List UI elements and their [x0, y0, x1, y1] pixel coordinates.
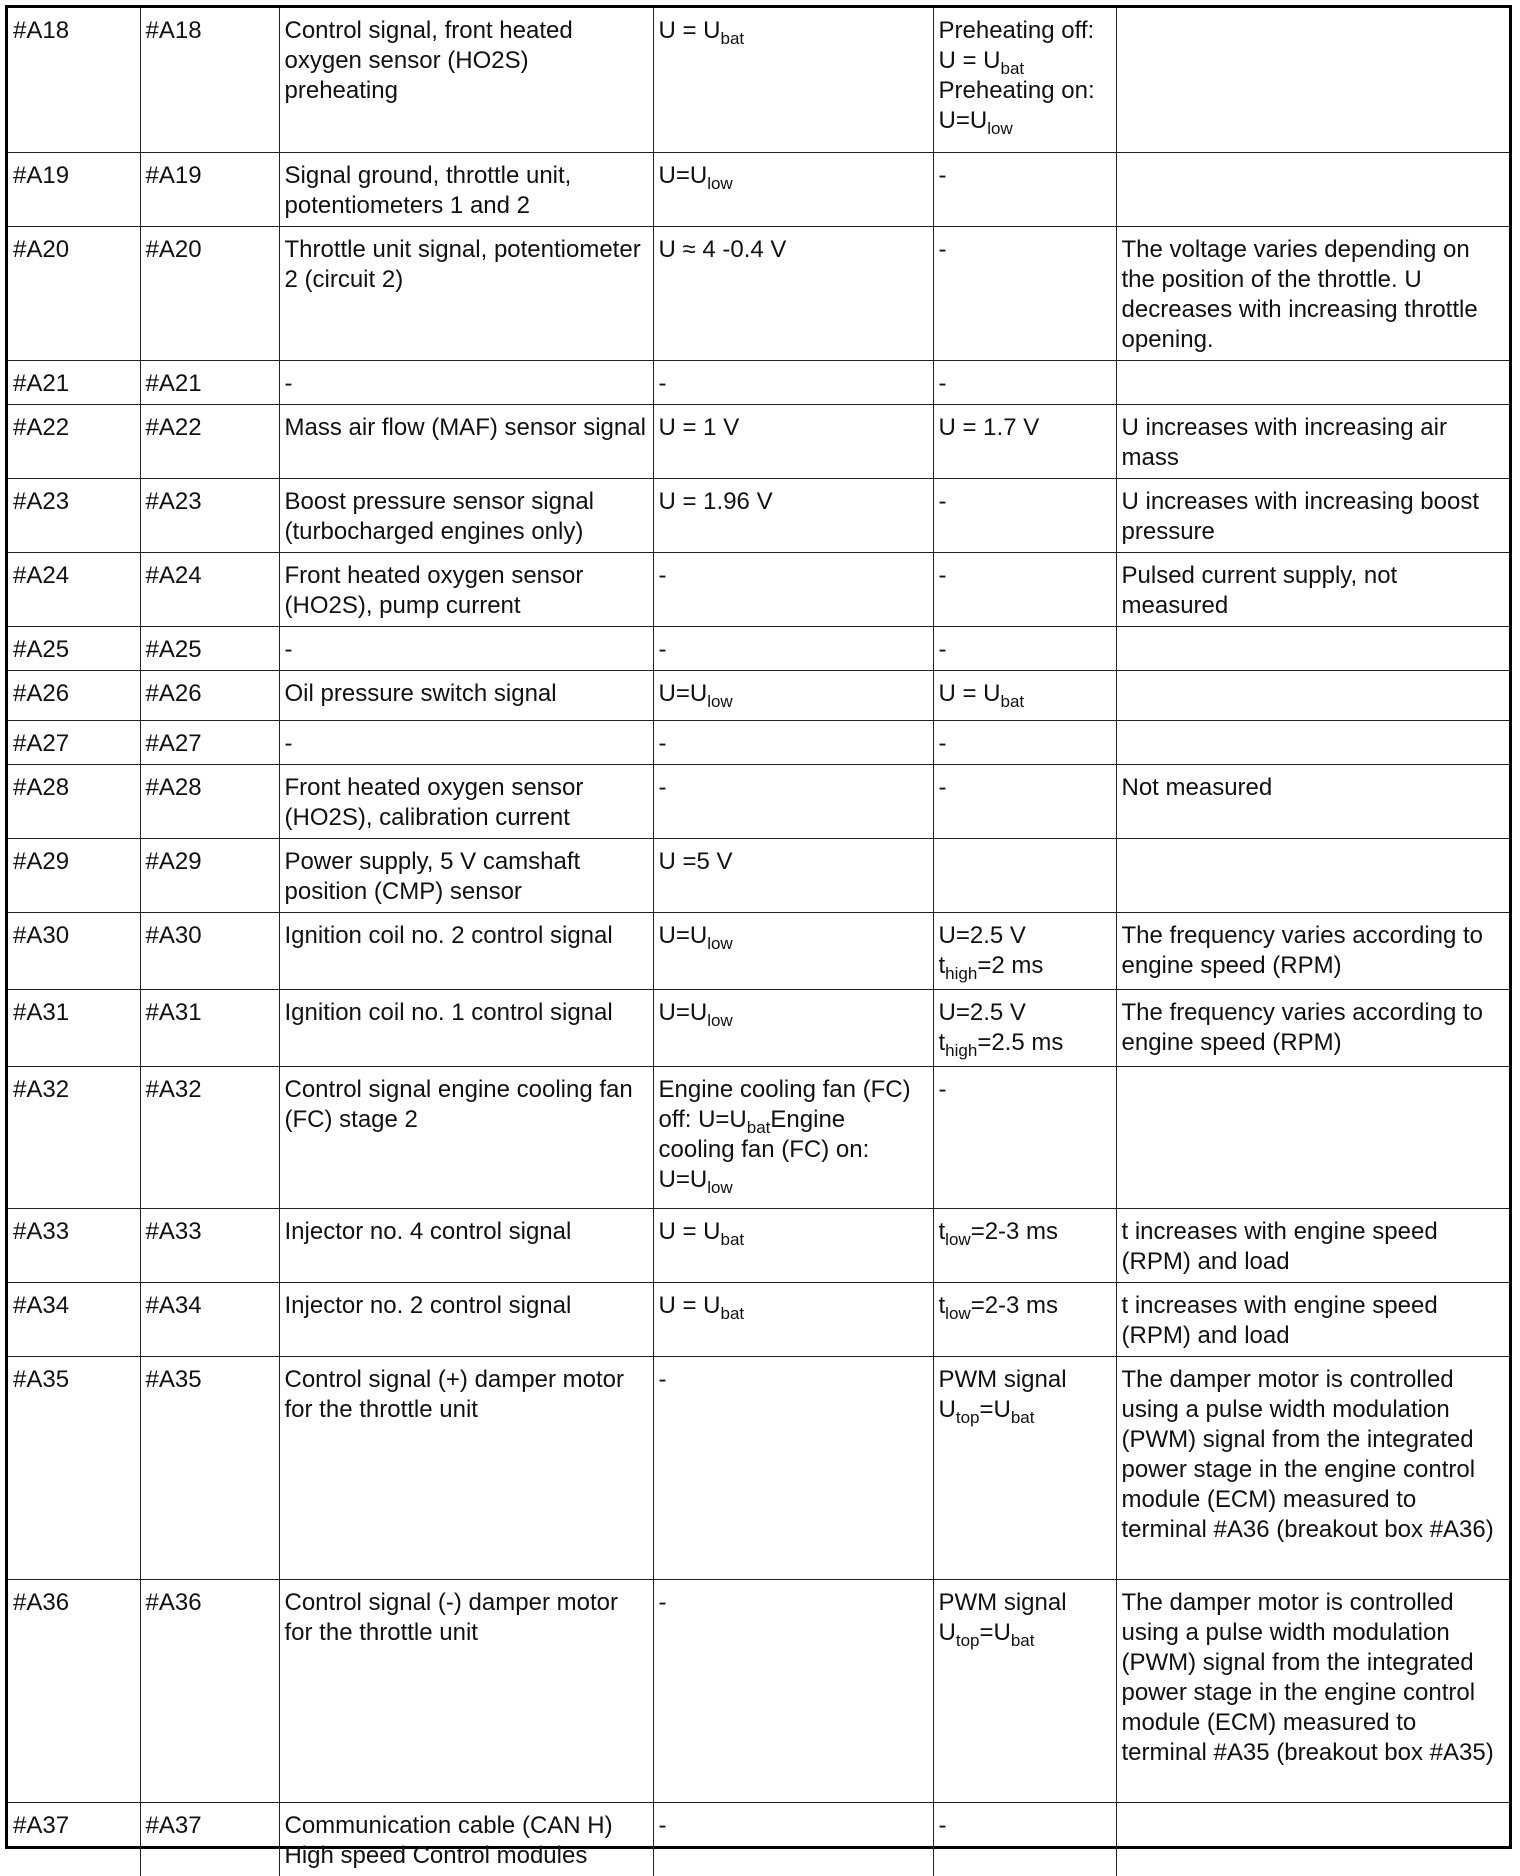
pin-breakout-box: #A36: [140, 1579, 279, 1802]
table-row: [8, 404, 1509, 478]
value-text: U=U: [658, 921, 708, 949]
table-row: [8, 1356, 1509, 1579]
value-text: PWM signal: [938, 1588, 1067, 1616]
pin-ecm: #A23: [8, 478, 140, 552]
remarks: [1116, 670, 1509, 720]
subscript: low: [707, 173, 733, 193]
signal-description: Ignition coil no. 1 control signal: [279, 989, 653, 1066]
value-text: t: [938, 951, 946, 979]
value-condition-2: [933, 720, 1116, 764]
value-condition-2: [933, 1282, 1116, 1356]
value-text: =2-3 ms: [970, 1291, 1059, 1319]
value-text: Engine cooling fan (FC) off: U=U: [658, 1075, 911, 1133]
signal-description: Ignition coil no. 2 control signal: [279, 912, 653, 989]
value-text: Preheating on: U=U: [938, 77, 1095, 134]
pin-breakout-box: #A18: [140, 8, 279, 152]
pin-breakout-box: #A28: [140, 764, 279, 838]
signal-description: Control signal, front heated oxygen sensor (HO2S) preheating: [279, 8, 653, 152]
value-condition-1: [653, 478, 933, 552]
remarks: [1116, 152, 1509, 226]
subscript: top: [955, 1407, 980, 1427]
remarks: t increases with engine speed (RPM) and load: [1116, 1282, 1509, 1356]
value-text: U = U: [658, 17, 721, 44]
value-text: -: [938, 729, 947, 757]
pin-ecm: #A31: [8, 989, 140, 1066]
value-text: -: [938, 369, 947, 397]
subscript: top: [955, 1630, 980, 1650]
pin-ecm: #A18: [8, 8, 140, 152]
pin-ecm: #A37: [8, 1802, 140, 1876]
value-condition-1: [653, 912, 933, 989]
pin-breakout-box: #A21: [140, 360, 279, 404]
pin-breakout-box: #A34: [140, 1282, 279, 1356]
value-condition-1: [653, 152, 933, 226]
value-condition-1: [653, 1208, 933, 1282]
pin-breakout-box: #A20: [140, 226, 279, 360]
value-condition-1: [653, 404, 933, 478]
value-condition-2: [933, 1579, 1116, 1802]
subscript: bat: [720, 29, 745, 48]
signal-description: Mass air flow (MAF) sensor signal: [279, 404, 653, 478]
value-text: =U: [979, 1395, 1011, 1423]
remarks: [1116, 8, 1509, 152]
value-text: U=2.5 V: [938, 921, 1026, 949]
value-text: U = 1.7 V: [938, 413, 1040, 441]
value-text: -: [658, 1365, 667, 1393]
signal-description: Communication cable (CAN H) High speed Control modules: [279, 1802, 653, 1876]
pin-ecm: #A24: [8, 552, 140, 626]
remarks: [1116, 626, 1509, 670]
remarks: U increases with increasing boost pressure: [1116, 478, 1509, 552]
value-condition-1: [653, 1802, 933, 1876]
value-text: -: [938, 1075, 947, 1103]
table-row: [8, 226, 1509, 360]
table-row: [8, 1579, 1509, 1802]
value-text: -: [658, 729, 667, 757]
table-row: [8, 1208, 1509, 1282]
value-condition-2: [933, 404, 1116, 478]
value-condition-1: [653, 1579, 933, 1802]
table-row: [8, 764, 1509, 838]
pin-ecm: #A27: [8, 720, 140, 764]
value-text: -: [658, 1811, 667, 1839]
value-text: -: [938, 487, 947, 515]
remarks: The frequency varies according to engine speed (RPM): [1116, 989, 1509, 1066]
table-row: [8, 152, 1509, 226]
value-text: t: [938, 1291, 946, 1319]
remarks: The damper motor is controlled using a pulse width modulation (PWM) signal from the integrated power stage in the engine control module (ECM) measured to terminal #A35 (breakout box #A35): [1116, 1579, 1509, 1802]
pin-ecm: #A29: [8, 838, 140, 912]
value-condition-2: [933, 1802, 1116, 1876]
value-text: -: [658, 1588, 667, 1616]
value-condition-1: [653, 1356, 933, 1579]
value-condition-1: [653, 226, 933, 360]
signal-description: Power supply, 5 V camshaft position (CMP) sensor: [279, 838, 653, 912]
remarks: The frequency varies according to engine speed (RPM): [1116, 912, 1509, 989]
value-text: U ≈ 4 -0.4 V: [658, 235, 787, 263]
value-condition-1: [653, 670, 933, 720]
value-text: U: [938, 1618, 956, 1646]
pin-breakout-box: #A22: [140, 404, 279, 478]
remarks: Not measured: [1116, 764, 1509, 838]
value-text: U=U: [658, 161, 708, 189]
table-row: [8, 1066, 1509, 1208]
subscript: bat: [720, 1303, 745, 1323]
pin-ecm: #A32: [8, 1066, 140, 1208]
pin-breakout-box: #A27: [140, 720, 279, 764]
signal-description: Oil pressure switch signal: [279, 670, 653, 720]
value-text: =U: [979, 1618, 1011, 1646]
pin-ecm: #A21: [8, 360, 140, 404]
value-condition-2: [933, 360, 1116, 404]
signal-description: Control signal engine cooling fan (FC) stage 2: [279, 1066, 653, 1208]
pin-ecm: #A20: [8, 226, 140, 360]
remarks: The damper motor is controlled using a pulse width modulation (PWM) signal from the integrated power stage in the engine control module (ECM) measured to terminal #A36 (breakout box #A36): [1116, 1356, 1509, 1579]
value-condition-1: [653, 552, 933, 626]
subscript: bat: [746, 1117, 771, 1137]
value-condition-1: [653, 1066, 933, 1208]
table-row: [8, 626, 1509, 670]
value-text: U = U: [658, 1291, 721, 1319]
table-row: [8, 1802, 1509, 1876]
table-row: [8, 912, 1509, 989]
pin-ecm: #A19: [8, 152, 140, 226]
value-text: -: [938, 235, 947, 263]
value-condition-2: [933, 8, 1116, 152]
value-text: U =5 V: [658, 847, 733, 875]
subscript: low: [945, 1303, 971, 1323]
value-condition-2: [933, 989, 1116, 1066]
signal-description: -: [279, 720, 653, 764]
signal-description: -: [279, 360, 653, 404]
signal-description: Control signal (+) damper motor for the throttle unit: [279, 1356, 653, 1579]
value-condition-2: [933, 552, 1116, 626]
value-condition-1: [653, 1282, 933, 1356]
value-condition-2: [933, 626, 1116, 670]
value-text: -: [938, 635, 947, 663]
value-text: Preheating off: U = U: [938, 17, 1095, 74]
value-condition-2: [933, 226, 1116, 360]
value-text: -: [938, 1811, 947, 1839]
value-text: U=U: [658, 998, 708, 1026]
subscript: low: [945, 1229, 971, 1249]
table-row: [8, 720, 1509, 764]
value-condition-2: [933, 1208, 1116, 1282]
pin-breakout-box: #A30: [140, 912, 279, 989]
value-condition-2: [933, 670, 1116, 720]
value-condition-2: [933, 838, 1116, 912]
pin-breakout-box: #A23: [140, 478, 279, 552]
remarks: [1116, 838, 1509, 912]
value-text: -: [658, 773, 667, 801]
value-text: =2-3 ms: [970, 1217, 1059, 1245]
pin-breakout-box: #A37: [140, 1802, 279, 1876]
value-condition-2: [933, 478, 1116, 552]
pin-breakout-box: #A32: [140, 1066, 279, 1208]
subscript: bat: [1000, 59, 1025, 78]
value-text: U=2.5 V: [938, 998, 1026, 1026]
remarks: [1116, 1066, 1509, 1208]
pin-breakout-box: #A29: [140, 838, 279, 912]
value-text: -: [938, 161, 947, 189]
remarks: [1116, 360, 1509, 404]
value-condition-1: [653, 360, 933, 404]
value-condition-1: [653, 720, 933, 764]
pin-ecm: #A26: [8, 670, 140, 720]
pin-ecm: #A34: [8, 1282, 140, 1356]
pin-breakout-box: #A24: [140, 552, 279, 626]
value-condition-1: [653, 626, 933, 670]
table-row: [8, 670, 1509, 720]
signal-description: Front heated oxygen sensor (HO2S), calibration current: [279, 764, 653, 838]
signal-description: Injector no. 2 control signal: [279, 1282, 653, 1356]
value-condition-2: [933, 912, 1116, 989]
value-text: t: [938, 1028, 946, 1056]
subscript: bat: [1010, 1407, 1035, 1427]
value-text: U = 1 V: [658, 413, 740, 441]
value-text: =2 ms: [977, 951, 1044, 979]
value-condition-1: [653, 764, 933, 838]
table-row: [8, 8, 1509, 152]
value-text: PWM signal: [938, 1365, 1067, 1393]
remarks: U increases with increasing air mass: [1116, 404, 1509, 478]
value-text: U = U: [938, 679, 1001, 707]
value-text: -: [938, 561, 947, 589]
value-condition-1: [653, 989, 933, 1066]
remarks: Pulsed current supply, not measured: [1116, 552, 1509, 626]
signal-description: -: [279, 626, 653, 670]
subscript: low: [987, 119, 1013, 138]
remarks: [1116, 720, 1509, 764]
subscript: low: [707, 1010, 733, 1030]
pin-table-page: [5, 5, 1512, 1869]
value-text: Engine cooling fan (FC) on: U=U: [658, 1105, 870, 1193]
value-text: U=U: [658, 679, 708, 707]
value-text: =2.5 ms: [977, 1028, 1064, 1056]
ecm-pin-table: [8, 8, 1509, 1876]
remarks: The voltage varies depending on the position of the throttle. U decreases with increasing throttle opening.: [1116, 226, 1509, 360]
pin-breakout-box: #A31: [140, 989, 279, 1066]
subscript: bat: [1000, 691, 1025, 711]
pin-ecm: #A33: [8, 1208, 140, 1282]
subscript: bat: [1010, 1630, 1035, 1650]
subscript: low: [707, 691, 733, 711]
pin-ecm: #A30: [8, 912, 140, 989]
pin-breakout-box: #A35: [140, 1356, 279, 1579]
value-condition-2: [933, 152, 1116, 226]
subscript: high: [945, 963, 978, 983]
value-text: U = U: [658, 1217, 721, 1245]
value-text: U: [938, 1395, 956, 1423]
pin-ecm: #A25: [8, 626, 140, 670]
signal-description: Boost pressure sensor signal (turbocharged engines only): [279, 478, 653, 552]
pin-breakout-box: #A19: [140, 152, 279, 226]
signal-description: Control signal (-) damper motor for the throttle unit: [279, 1579, 653, 1802]
value-text: -: [658, 561, 667, 589]
subscript: low: [707, 933, 733, 953]
remarks: t increases with engine speed (RPM) and load: [1116, 1208, 1509, 1282]
remarks: [1116, 1802, 1509, 1876]
pin-breakout-box: #A33: [140, 1208, 279, 1282]
table-row: [8, 989, 1509, 1066]
signal-description: Front heated oxygen sensor (HO2S), pump current: [279, 552, 653, 626]
table-row: [8, 360, 1509, 404]
value-condition-2: [933, 764, 1116, 838]
pin-ecm: #A22: [8, 404, 140, 478]
value-condition-2: [933, 1066, 1116, 1208]
pin-breakout-box: #A26: [140, 670, 279, 720]
value-text: U = 1.96 V: [658, 487, 773, 515]
signal-description: Throttle unit signal, potentiometer 2 (circuit 2): [279, 226, 653, 360]
pin-ecm: #A35: [8, 1356, 140, 1579]
signal-description: Injector no. 4 control signal: [279, 1208, 653, 1282]
value-text: t: [938, 1217, 946, 1245]
pin-ecm: #A36: [8, 1579, 140, 1802]
value-text: -: [938, 773, 947, 801]
pin-ecm: #A28: [8, 764, 140, 838]
subscript: low: [707, 1177, 733, 1197]
value-text: -: [658, 369, 667, 397]
value-condition-1: [653, 838, 933, 912]
table-row: [8, 478, 1509, 552]
subscript: bat: [720, 1229, 745, 1249]
signal-description: Signal ground, throttle unit, potentiometers 1 and 2: [279, 152, 653, 226]
value-condition-1: [653, 8, 933, 152]
table-row: [8, 1282, 1509, 1356]
table-body: [8, 8, 1509, 1876]
pin-breakout-box: #A25: [140, 626, 279, 670]
value-condition-2: [933, 1356, 1116, 1579]
value-text: -: [658, 635, 667, 663]
subscript: high: [945, 1040, 978, 1060]
table-row: [8, 552, 1509, 626]
table-row: [8, 838, 1509, 912]
